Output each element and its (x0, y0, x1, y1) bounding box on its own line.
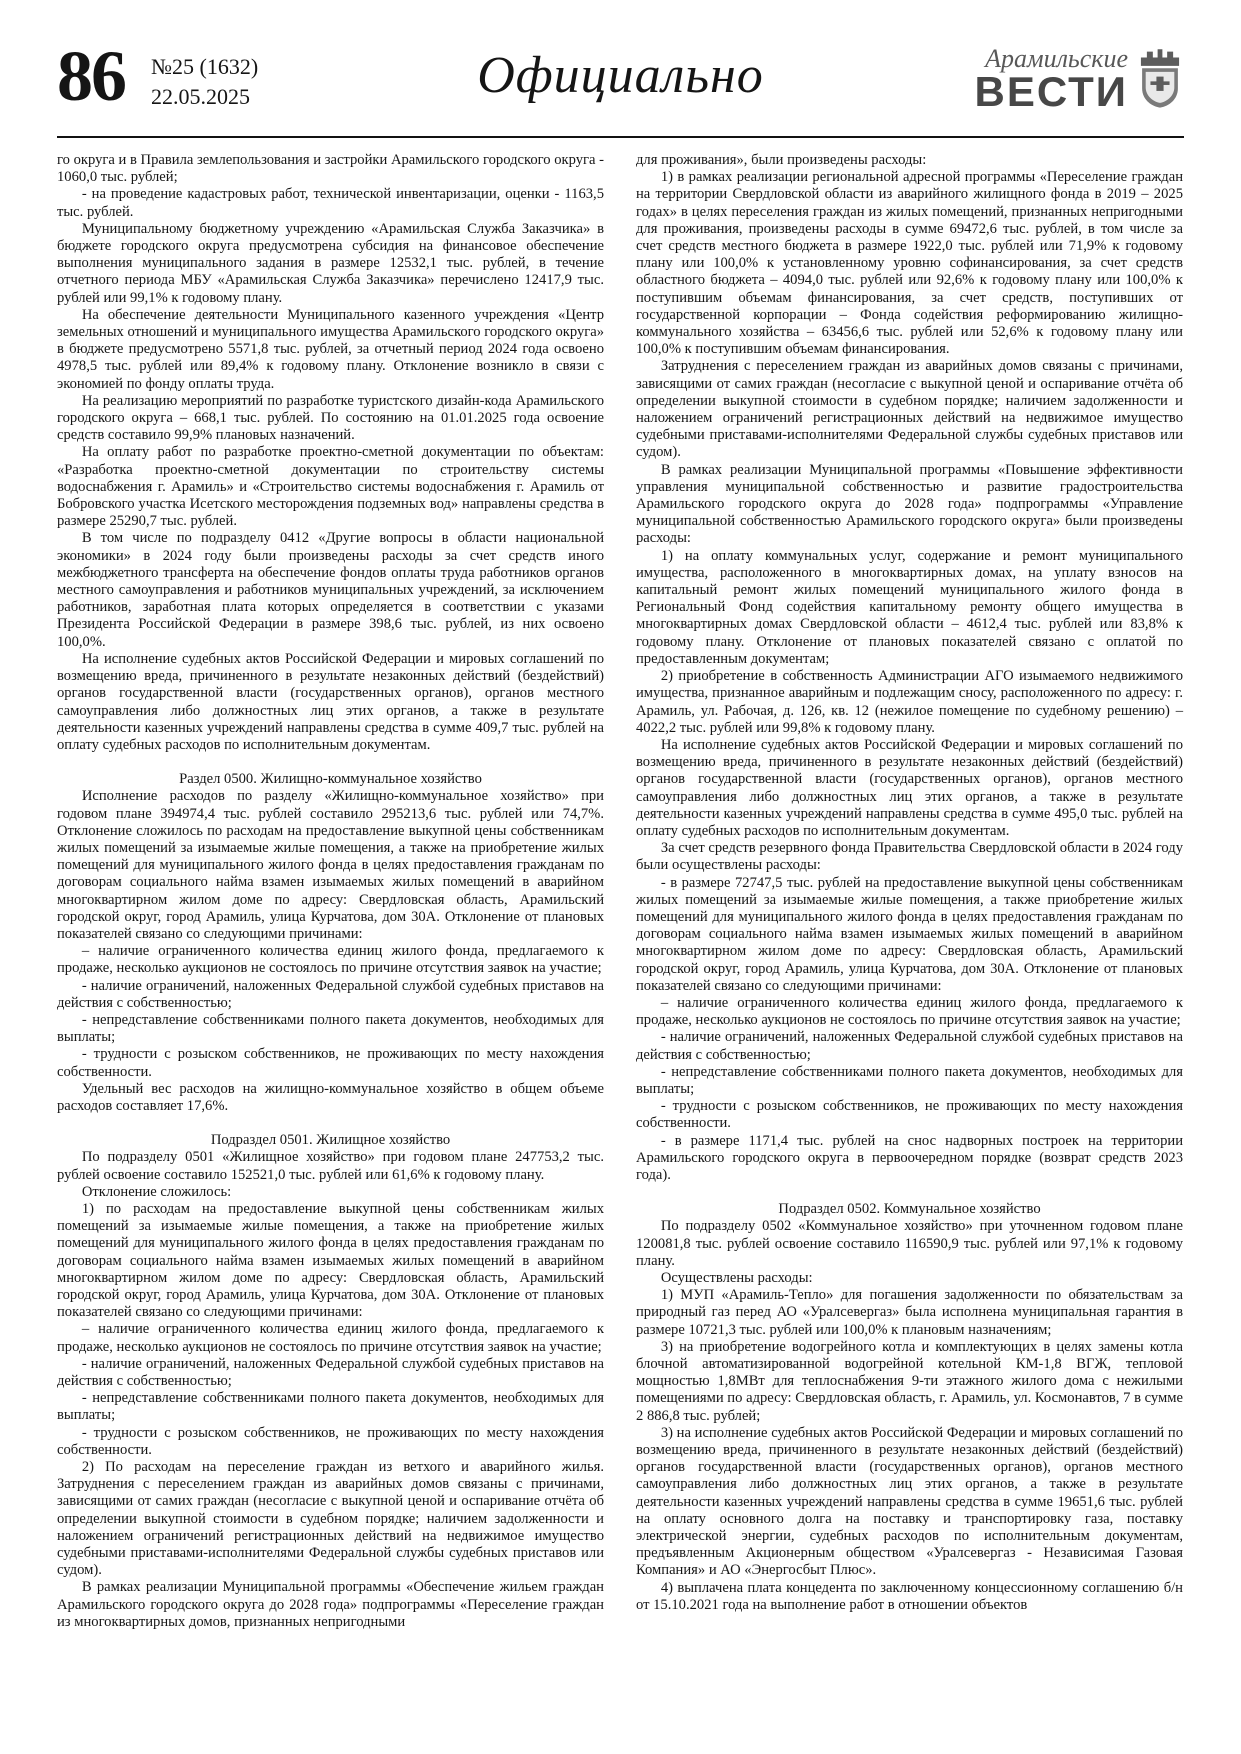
paragraph: 4) выплачена плата концедента по заключенному концессионному соглашению б/н от 15.10.2021 года на выполнение работ в отношении объектов (636, 1579, 1183, 1613)
paragraph: – наличие ограниченного количества единиц жилого фонда, предлагаемого к продаже, несколько аукционов не состоялось по причине отсутствия заявок на участие; (57, 943, 604, 977)
paragraph: – наличие ограниченного количества единиц жилого фонда, предлагаемого к продаже, несколько аукционов не состоялось по причине отсутствия заявок на участие; (57, 1321, 604, 1355)
paragraph: На исполнение судебных актов Российской Федерации и мировых соглашений по возмещению вреда, причиненного в результате незаконных действий (бездействий) органов государственной власти (государственных органов), органов местного самоуправления либо должностных лиц этих органов, а также в результате деятельности казенных учреждений направлены средства в сумме 495,0 тыс. рублей на оплату судебных расходов по исполнительным документам. (636, 736, 1183, 839)
section-heading: Подраздел 0502. Коммунальное хозяйство (778, 1201, 1041, 1218)
section-heading: Раздел 0500. Жилищно-коммунальное хозяйство (179, 771, 482, 788)
paragraph: Осуществлены расходы: (660, 1270, 813, 1286)
masthead (57, 36, 1184, 130)
paragraph: На обеспечение деятельности Муниципального казенного учреждения «Центр земельных отношений и муниципального имущества Арамильского городского округа» в бюджете предусмотрено 5571,8 тыс. рублей, за отчетный период 2024 года освоено 4978,5 тыс. рублей или 89,4% к годовому плану. Отклонение возникло в связи с экономией по фонду оплаты труда. (57, 306, 604, 392)
paragraph: - наличие ограничений, наложенных Федеральной службой судебных приставов на действия с собственностью; (57, 1355, 604, 1390)
paragraph: - трудности с розыском собственников, не проживающих по месту нахождения собственности. (57, 1424, 604, 1458)
paragraph: На реализацию мероприятий по разработке туристского дизайн-кода Арамильского городского округа – 668,1 тыс. рублей. По состоянию на 01.01.2025 года освоение средств составило 99,9% плановых назначений. (57, 392, 604, 444)
issue-number: №25 (1632) (151, 54, 259, 79)
paragraph: По подразделу 0502 «Коммунальное хозяйство» при уточненном годовом плане 120081,8 тыс. рублей освоение составило 116590,9 тыс. рублей или 97,1% к годовому плану. (636, 1218, 1183, 1269)
header-divider (57, 136, 1184, 138)
paragraph: 1) в рамках реализации региональной адресной программы «Переселение граждан на территории Свердловской области из аварийного жилищного фонда в 2019 – 2025 годах» в целях переселения граждан из жилых помещений, признанных непригодными для проживания, произведены расходы в сумме 69472,6 тыс. рублей, в том числе за счет средств местного бюджета в размере 1922,0 тыс. рублей или 71,9% к годовому плану или 100,0% к установленному уровню софинансирования, за счет средств областного бюджета – 4094,0 тыс. рублей или 92,6% к годовому плану или 100,0% к поступившим объемам финансирования, за счет средств, поступивших от государственной корпорации – Фонда содействия реформированию жилищно-коммунального хозяйства – 63456,6 тыс. рублей или 52,6% к годовому плану или 100,0% к поступившим объемам финансирования. (636, 169, 1183, 358)
right-column (636, 152, 1183, 1631)
paragraph: За счет средств резервного фонда Правительства Свердловской области в 2024 году были осуществлены расходы: (636, 840, 1183, 874)
paragraph: - на проведение кадастровых работ, технической инвентаризации, оценки - 1163,5 тыс. рублей. (57, 186, 604, 220)
brand-block (974, 44, 1184, 115)
brand-line2: ВЕСТИ (974, 68, 1128, 115)
page-title: Официально (477, 47, 764, 104)
paragraph: 1) по расходам на предоставление выкупной цены собственникам жилых помещений за изымаемые жилые помещения, а также на приобретение жилых помещений для муниципального жилого фонда в целях предоставления гражданам по договорам социального найма взамен изымаемых жилых помещений в аварийном многоквартирном жилом доме по адресу: Свердловская область, Арамильский городской округ, город Арамиль, улица Курчатова, дом 30А. Отклонение от плановых показателей связано со следующими причинами: (57, 1200, 604, 1321)
paragraph: – наличие ограниченного количества единиц жилого фонда, предлагаемого к продаже, несколько аукционов не состоялось по причине отсутствия заявок на участие; (636, 994, 1183, 1029)
paragraph: В рамках реализации Муниципальной программы «Обеспечение жильем граждан Арамильского городского округа до 2028 года» подпрограммы «Переселение граждан из многоквартирных домов, признанных непригодными (57, 1579, 604, 1630)
paragraph: - в размере 72747,5 тыс. рублей на предоставление выкупной цены собственникам жилых помещений за изымаемые жилые помещения, а также приобретение жилых помещений для муниципального жилого фонда в целях предоставления гражданам по договорам социального найма взамен изымаемых жилых помещений в аварийном многоквартирном жилом доме по адресу: Свердловская область, Арамильский городской округ, город Арамиль, улица Курчатова, дом 30А. Отклонение от плановых показателей связано со следующими причинами: (636, 874, 1183, 994)
paragraph: 3) на приобретение водогрейного котла и комплектующих в целях замены котла блочной автоматизированной водогрейной котельной КМ-1,8 ВГЖ, тепловой мощностью 1,8МВт для теплоснабжения 9-ти этажного жилого дома с нежилыми помещениями по адресу: Свердловская область, г. Арамиль, ул. Космонавтов, 7 в сумме 2 886,8 тыс. рублей; (636, 1338, 1183, 1424)
paragraph: На оплату работ по разработке проектно-сметной документации по объектам: «Разработка проектно-сметной документации по строительству системы водоснабжения г. Арамиль» и «Строительство системы водоснабжения г. Арамиль от Бобровского участка Исетского месторождения подземных вод» направлены средства в размере 25290,7 тыс. рублей. (57, 444, 604, 530)
paragraph: 1) на оплату коммунальных услуг, содержание и ремонт муниципального имущества, расположенного в многоквартирных домах, на уплату взносов на капитальный ремонт жилых помещений муниципального жилого фонда в Региональный Фонд содействия капитальному ремонту общего имущества в многоквартирных домах Свердловской области – 4612,4 тыс. рублей или 83,8% к годовому плану. Отклонение от плановых показателей связано с оплатой по предоставленным документам; (636, 547, 1183, 667)
brand-line1: Арамильские (985, 44, 1128, 73)
paragraph: В рамках реализации Муниципальной программы «Повышение эффективности управления муниципальной собственностью и развитие градостроительства Арамильского городского округа до 2028 года» подпрограммы «Управление муниципальной собственностью Арамильского городского округа» были произведены расходы: (636, 461, 1183, 547)
paragraph: - непредставление собственниками полного пакета документов, необходимых для выплаты; (57, 1390, 604, 1424)
paragraph: 1) МУП «Арамиль-Тепло» для погашения задолженности по обязательствам за природный газ перед АО «Уралсевергаз» была исполнена муниципальная гарантия в размере 10721,3 тыс. рублей или 100,0% к плановым назначениям; (636, 1287, 1183, 1338)
paragraph: Удельный вес расходов на жилищно-коммунальное хозяйство в общем объеме расходов составляет 17,6%. (57, 1080, 604, 1114)
left-column (57, 152, 604, 1631)
brand-name (974, 44, 1128, 115)
paragraph: В том числе по подразделу 0412 «Другие вопросы в области национальной экономики» в 2024 году были произведены расходы за счет средств иного межбюджетного трансферта на обеспечение фондов оплаты труда работников органов местного самоуправления и работников муниципальных учреждений, за исключением работников, заработная плата которых определяется в соответствии с указами Президента Российской Федерации в размере 398,6 тыс. рублей, из них освоено 100,0%. (57, 530, 604, 650)
paragraph: го округа и в Правила землепользования и застройки Арамильского городского округа - 1060,0 тыс. рублей; (57, 152, 604, 186)
paragraph: - в размере 1171,4 тыс. рублей на снос надворных построек на территории Арамильского городского округа в первоочередном порядке (возврат средств 2023 года). (636, 1132, 1183, 1183)
paragraph: Отклонение сложилось: (81, 1183, 232, 1200)
page-number: 86 (57, 36, 125, 116)
paragraph: По подразделу 0501 «Жилищное хозяйство» при годовом плане 247753,2 тыс. рублей освоение составило 152521,0 тыс. рублей или 61,6% к годовому плану. (57, 1149, 604, 1183)
paragraph: - наличие ограничений, наложенных Федеральной службой судебных приставов на действия с собственностью; (636, 1029, 1183, 1063)
paragraph: На исполнение судебных актов Российской Федерации и мировых соглашений по возмещению вреда, причиненного в результате незаконных действий (бездействий) органов государственной власти (государственных органов), органов местного самоуправления либо должностных лиц этих органов, а также в результате деятельности казенных учреждений направлены средства в сумме 409,7 тыс. рублей на оплату судебных расходов по исполнительным документам. (57, 650, 604, 753)
paragraph: - трудности с розыском собственников, не проживающих по месту нахождения собственности. (57, 1046, 604, 1080)
paragraph: - наличие ограничений, наложенных Федеральной службой судебных приставов на действия с собственностью; (57, 977, 604, 1011)
section-heading: Подраздел 0501. Жилищное хозяйство (210, 1132, 451, 1149)
paragraph: Затруднения с переселением граждан из аварийных домов связаны с причинами, зависящими от самих граждан (несогласие с выкупной ценой и оспаривание отчёта об определении выкупной стоимости в судебном порядке; наличием задолженности и наложением ограничений регистрационных действий на недвижимое имущество судебными приставами-исполнителями Федеральной службы судебных приставов или судом). (636, 358, 1183, 461)
issue-date: 22.05.2025 (151, 83, 250, 109)
paragraph: 2) приобретение в собственность Администрации АГО изымаемого недвижимого имущества, признанное аварийным и подлежащим сносу, расположенного по адресу: г. Арамиль, ул. Рабочая, д. 126, кв. 12 (нежилое помещение по судебному решению) – 4022,2 тыс. рублей или 99,8% к годовому плану. (636, 668, 1183, 736)
paragraph: 3) на исполнение судебных актов Российской Федерации и мировых соглашений по возмещению вреда, причиненного в результате незаконных действий (бездействий) органов государственной власти (государственных органов), органов местного самоуправления либо должностных лиц этих органов, а также в результате деятельности казенных учреждений направлены средства в сумме 19651,6 тыс. рублей на оплату основного долга на поставку и транспортировку газа, поставку электрической энергии, судебных расходов по исполнительным документам, предъявленным Акционерным обществом «Уралсевергаз - Независимая Газовая Компания» и АО «Энергосбыт Плюс». (636, 1424, 1183, 1579)
article-body (57, 152, 1184, 1631)
paragraph: - непредставление собственниками полного пакета документов, необходимых для выплаты; (636, 1063, 1183, 1097)
city-crest-icon (1136, 48, 1184, 110)
paragraph: - непредставление собственниками полного пакета документов, необходимых для выплаты; (57, 1011, 604, 1046)
paragraph: для проживания», были произведены расходы: (636, 152, 927, 168)
paragraph: Исполнение расходов по разделу «Жилищно-коммунальное хозяйство» при годовом плане 394974,4 тыс. рублей составило 295213,6 тыс. рублей или 74,7%. Отклонение сложилось по расходам на предоставление выкупной цены собственникам жилых помещений за изымаемые жилые помещения, а также на приобретение жилых помещений для муниципального жилого фонда в целях предоставления гражданам по договорам социального найма взамен изымаемых жилых помещений в аварийном многоквартирном жилом доме по адресу: Свердловская область, Арамильский городской округ, город Арамиль, улица Курчатова, дом 30А. Отклонение от плановых показателей связано со следующими причинами: (57, 788, 604, 942)
paragraph: 2) По расходам на переселение граждан из ветхого и аварийного жилья. Затруднения с переселением граждан из аварийных домов связаны с причинами, зависящими от самих граждан (несогласие с выкупной ценой и оспаривание отчёта об определении выкупной стоимости в судебном порядке; наличием задолженности и наложением ограничений регистрационных действий на недвижимое имущество судебными приставами-исполнителями Федеральной службы судебных приставов или судом). (57, 1459, 604, 1579)
paragraph: - трудности с розыском собственников, не проживающих по месту нахождения собственности. (636, 1098, 1183, 1132)
paragraph: Муниципальному бюджетному учреждению «Арамильская Служба Заказчика» в бюджете городского округа предусмотрена субсидия на финансовое обеспечение выполнения муниципального задания в размере 12532,1 тыс. рублей, в течение отчетного периода МБУ «Арамильская Служба Заказчика» перечислено 12417,9 тыс. рублей или 99,1% к годовому плану. (57, 220, 604, 306)
